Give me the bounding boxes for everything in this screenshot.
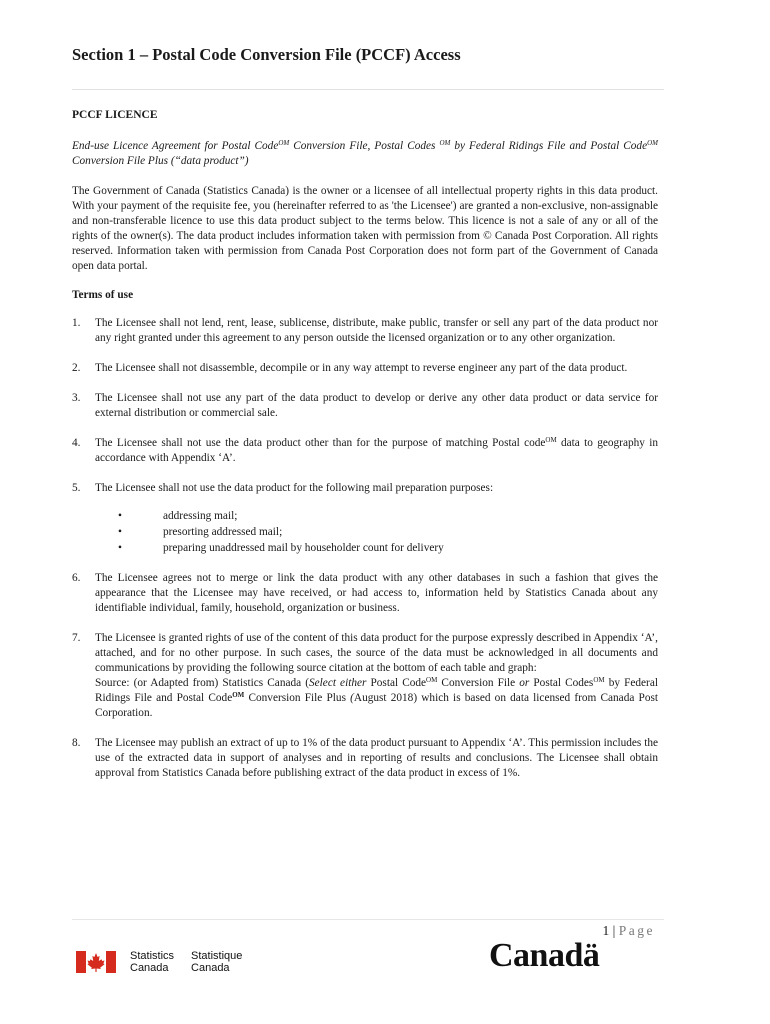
mail-purposes-list [95, 509, 658, 557]
document-body [72, 108, 658, 796]
licence-heading: PCCF LICENCE [72, 109, 158, 121]
bullet-item [95, 525, 658, 541]
statistics-canada-en: Statistics Canada [130, 950, 175, 974]
agreement-title: End-use Licence Agreement for Postal Code$^{OM}$ Conversion File, Postal Codes $^{OM}$ by Federal Ridings File and Postal Code$^{OM}$ Conversion File Plus (“data product”) [72, 139, 658, 167]
item-number: 5. [72, 482, 81, 494]
list-item [72, 316, 658, 346]
list-item [72, 391, 658, 421]
bullet-text: preparing unaddressed mail by householder count for delivery [163, 542, 444, 554]
page-number: 1 | Page [602, 923, 655, 938]
bullet-text: presorting addressed mail; [163, 526, 283, 538]
canada-flag-icon [76, 951, 116, 973]
item-number: 1. [72, 317, 81, 329]
statistique-canada-fr: Statistique Canada [191, 950, 243, 974]
item-number: 3. [72, 392, 81, 404]
bullet-item [95, 541, 658, 557]
bullet-glyph: • [118, 526, 122, 538]
list-item [72, 361, 658, 376]
list-item [72, 736, 658, 781]
item-text: The Licensee shall not use the data product other than for the purpose of matching Postal code$^{OM}$ data to geography in accordance with Appendix ‘A’. [95, 436, 658, 464]
item-text: The Licensee is granted rights of use of the content of this data product for the purpose expressly described in Appendix ‘A’, attached, and for no other purpose. In such cases, the source of the data must be acknowledged in all documents and communications by providing the following source citation at the bottom of each table and graph: [95, 632, 658, 674]
item-number: 8. [72, 737, 81, 749]
list-item [72, 436, 658, 466]
section-title: Section 1 – Postal Code Conversion File (PCCF) Access [72, 45, 461, 64]
list-item [72, 631, 658, 721]
item-text: The Licensee shall not use the data product for the following mail preparation purposes: [95, 482, 494, 494]
bullet-text: addressing mail; [163, 510, 238, 522]
statcan-signature [76, 950, 259, 974]
licence-intro-paragraph: The Government of Canada (Statistics Canada) is the owner or a licensee of all intellectual property rights in this data product. With your payment of the requisite fee, you (hereinafter referred to as 'the Licensee') are granted a non-exclusive, non-assignable and non-transferable licence to use this data product subject to the terms below. This licence is not a sale of any or all of the rights of the owner(s). The data product includes information taken with permission from © Canada Post Corporation. All rights reserved. Information taken with permission from Canada Post Corporation does not form part of the Government of Canada open data portal. [72, 185, 658, 272]
source-citation: Source: (or Adapted from) Statistics Canada (Select either Postal Code$^{OM}$ Conversion File or Postal Codes$^{OM}$ by Federal Ridings File and Postal Code$^{OM}$ Conversion File Plus (August 2018) which is based on data licensed from Canada Post Corporation. [95, 676, 658, 719]
item-number: 2. [72, 362, 81, 374]
footer-divider [72, 919, 664, 920]
header-divider [72, 89, 664, 90]
item-number: 4. [72, 437, 81, 449]
item-number: 7. [72, 632, 81, 644]
list-item [72, 571, 658, 616]
bullet-item [95, 509, 658, 525]
item-text: The Licensee may publish an extract of up to 1% of the data product pursuant to Appendix ‘A’. This permission includes the use of the extracted data in support of analyses and in reporting of results and conclusions. The Licensee shall obtain approval from Statistics Canada before publishing extract of the data product in excess of 1%. [95, 737, 658, 779]
bullet-glyph: • [118, 542, 122, 554]
item-text: The Licensee shall not disassemble, decompile or in any way attempt to reverse engineer any part of the data product. [95, 362, 628, 374]
item-number: 6. [72, 572, 81, 584]
list-item [72, 481, 658, 496]
item-text: The Licensee shall not use any part of the data product to develop or derive any other data product or data service for external distribution or commercial sale. [95, 392, 658, 419]
item-text: The Licensee agrees not to merge or link the data product with any other databases in such a fashion that gives the appearance that the Licensee may have received, or had access to, information held by Statistics Canada about any identifiable individual, family, household, organization or business. [95, 572, 658, 614]
terms-heading: Terms of use [72, 289, 134, 301]
item-text: The Licensee shall not lend, rent, lease, sublicense, distribute, make public, transfer or sell any part of the data product nor any right granted under this agreement to any person outside the licensed organization or to any other organization. [95, 317, 658, 344]
canada-wordmark: Canadä [489, 937, 600, 974]
terms-list [72, 316, 658, 781]
bullet-glyph: • [118, 510, 122, 522]
